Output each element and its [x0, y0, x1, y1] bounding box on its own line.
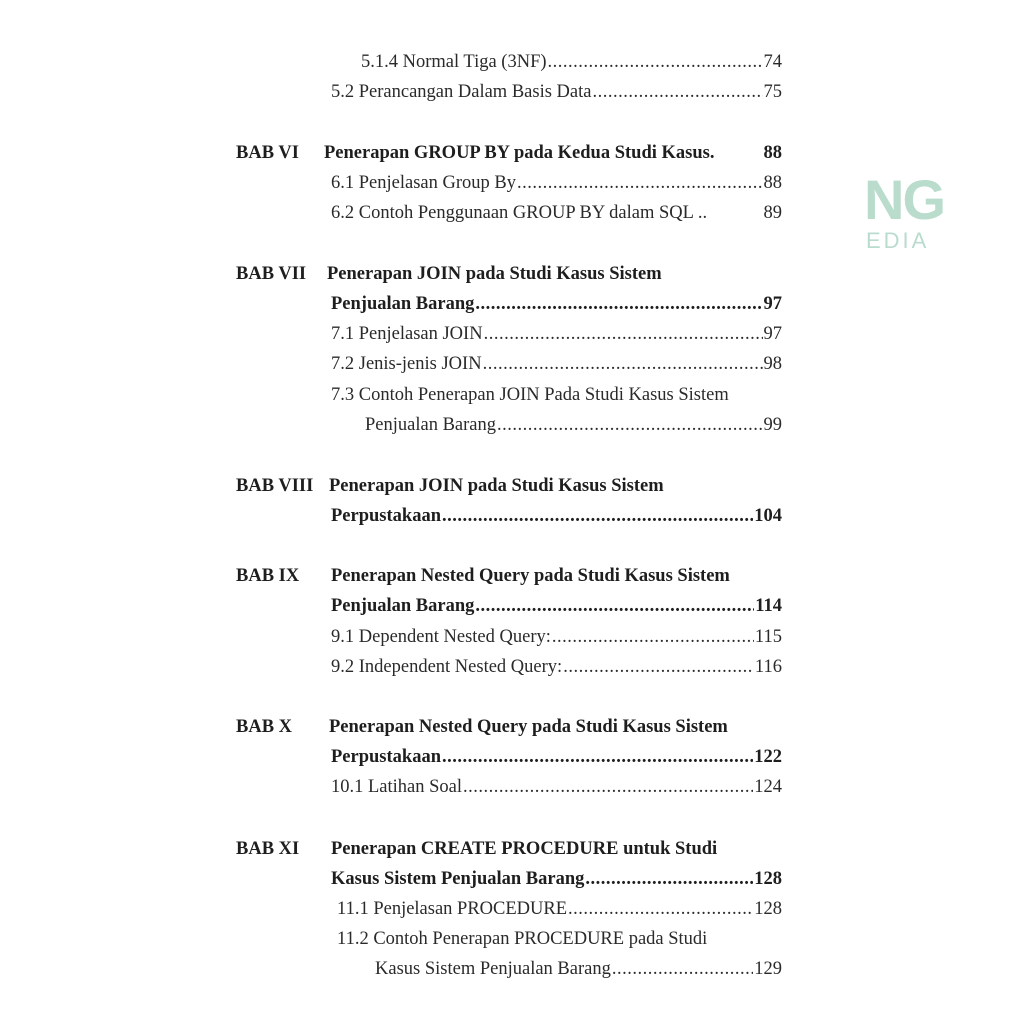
- chapter-title[interactable]: Penerapan Nested Query pada Studi Kasus Sistem: [331, 566, 730, 586]
- toc-leader-dots: [592, 80, 762, 104]
- toc-leader-dots: [442, 504, 753, 528]
- toc-entry-text: 5.1.4 Normal Tiga (3NF): [361, 52, 547, 72]
- toc-entry[interactable]: [331, 80, 782, 104]
- toc-page-number: 122: [754, 747, 782, 767]
- toc-leader-dots: [552, 625, 754, 649]
- toc-entry-text: 9.1 Dependent Nested Query:: [331, 627, 551, 647]
- toc-entry-text-continued: Penjualan Barang: [365, 415, 496, 435]
- chapter-label: BAB VIII: [236, 476, 314, 496]
- toc-page-number: 116: [754, 657, 782, 677]
- toc-leader-dots: [612, 957, 753, 981]
- chapter-title-continued: Penjualan Barang: [331, 294, 475, 314]
- chapter-title[interactable]: Penerapan CREATE PROCEDURE untuk Studi: [331, 839, 718, 859]
- chapter-entry[interactable]: [331, 504, 782, 528]
- chapter-title[interactable]: Penerapan Nested Query pada Studi Kasus Sistem: [329, 717, 728, 737]
- toc-page-number: 128: [754, 899, 782, 919]
- toc-entry[interactable]: [331, 322, 782, 346]
- chapter-title-continued: Kasus Sistem Penjualan Barang: [331, 869, 585, 889]
- toc-entry[interactable]: [375, 957, 782, 981]
- toc-page-number: 99: [763, 415, 782, 435]
- toc-page-number: 88: [763, 143, 782, 163]
- toc-leader-dots: [548, 50, 763, 74]
- toc-leader-dots: [568, 897, 753, 921]
- toc-page-number: 88: [763, 173, 782, 193]
- chapter-label: BAB XI: [236, 839, 300, 859]
- toc-entry[interactable]: [331, 352, 782, 376]
- toc-entry-text: 11.1 Penjelasan PROCEDURE: [337, 899, 568, 919]
- toc-entry-text: 9.2 Independent Nested Query:: [331, 657, 563, 677]
- toc-entry[interactable]: [331, 655, 782, 679]
- toc-entry-text: 6.2 Contoh Penggunaan GROUP BY dalam SQL ..: [331, 203, 708, 223]
- toc-page-number: 97: [763, 294, 782, 314]
- toc-leader-dots: [463, 775, 753, 799]
- toc-entry[interactable]: [331, 171, 782, 195]
- toc-page-number: 114: [755, 596, 782, 616]
- toc-entry-text: 7.2 Jenis-jenis JOIN: [331, 354, 482, 374]
- chapter-label: BAB VI: [236, 143, 299, 163]
- toc-page-number: 98: [763, 354, 782, 374]
- watermark-text-top: NG: [864, 168, 944, 231]
- chapter-entry[interactable]: [331, 745, 782, 769]
- toc-leader-dots: [475, 292, 762, 316]
- toc-leader-dots: [497, 413, 763, 437]
- toc-page-number: 104: [754, 506, 782, 526]
- toc-entry-text: 10.1 Latihan Soal: [331, 777, 463, 797]
- toc-entry-text[interactable]: 7.3 Contoh Penerapan JOIN Pada Studi Kasus Sistem: [331, 385, 729, 405]
- toc-entry-text-continued: Kasus Sistem Penjualan Barang: [375, 959, 611, 979]
- toc-page-number: 97: [763, 324, 782, 344]
- chapter-entry[interactable]: [331, 867, 782, 891]
- toc-entry-text: 7.1 Penjelasan JOIN: [331, 324, 483, 344]
- watermark-text-bottom: EDIA: [866, 228, 930, 253]
- toc-page-number: 115: [754, 627, 782, 647]
- chapter-title-continued: Perpustakaan: [331, 506, 441, 526]
- toc-entry[interactable]: [331, 201, 782, 225]
- toc-page-number: 89: [763, 203, 782, 223]
- toc-leader-dots: [585, 867, 753, 891]
- chapter-entry[interactable]: [331, 292, 782, 316]
- toc-page-number: 128: [754, 869, 782, 889]
- toc-leader-dots: [483, 352, 763, 376]
- chapter-title[interactable]: Penerapan JOIN pada Studi Kasus Sistem: [329, 476, 664, 496]
- toc-leader-dots: [442, 745, 753, 769]
- toc-page-number: 75: [763, 82, 782, 102]
- chapter-label: BAB X: [236, 717, 293, 737]
- toc-page-number: 124: [754, 777, 782, 797]
- toc-leader-dots: [475, 594, 754, 618]
- chapter-entry[interactable]: [324, 141, 782, 165]
- chapter-title-continued: Perpustakaan: [331, 747, 441, 767]
- chapter-label: BAB IX: [236, 566, 300, 586]
- toc-leader-dots: [563, 655, 754, 679]
- toc-entry-text: 6.1 Penjelasan Group By: [331, 173, 516, 193]
- chapter-title: Penerapan GROUP BY pada Kedua Studi Kasus.: [324, 143, 715, 163]
- toc-entry-text[interactable]: 11.2 Contoh Penerapan PROCEDURE pada Studi: [337, 929, 708, 949]
- toc-entry-text: 5.2 Perancangan Dalam Basis Data: [331, 82, 592, 102]
- chapter-title[interactable]: Penerapan JOIN pada Studi Kasus Sistem: [327, 264, 662, 284]
- chapter-entry[interactable]: [331, 594, 782, 618]
- chapter-label: BAB VII: [236, 264, 307, 284]
- toc-entry[interactable]: [331, 625, 782, 649]
- toc-entry[interactable]: [365, 413, 782, 437]
- chapter-title-continued: Penjualan Barang: [331, 596, 475, 616]
- publisher-watermark: [862, 170, 962, 260]
- toc-entry[interactable]: [361, 50, 782, 74]
- toc-leader-dots: [484, 322, 763, 346]
- toc-entry[interactable]: [337, 897, 782, 921]
- toc-entry[interactable]: [331, 775, 782, 799]
- toc-page-number: 74: [763, 52, 782, 72]
- toc-leader-dots: [517, 171, 763, 195]
- toc-page-number: 129: [754, 959, 782, 979]
